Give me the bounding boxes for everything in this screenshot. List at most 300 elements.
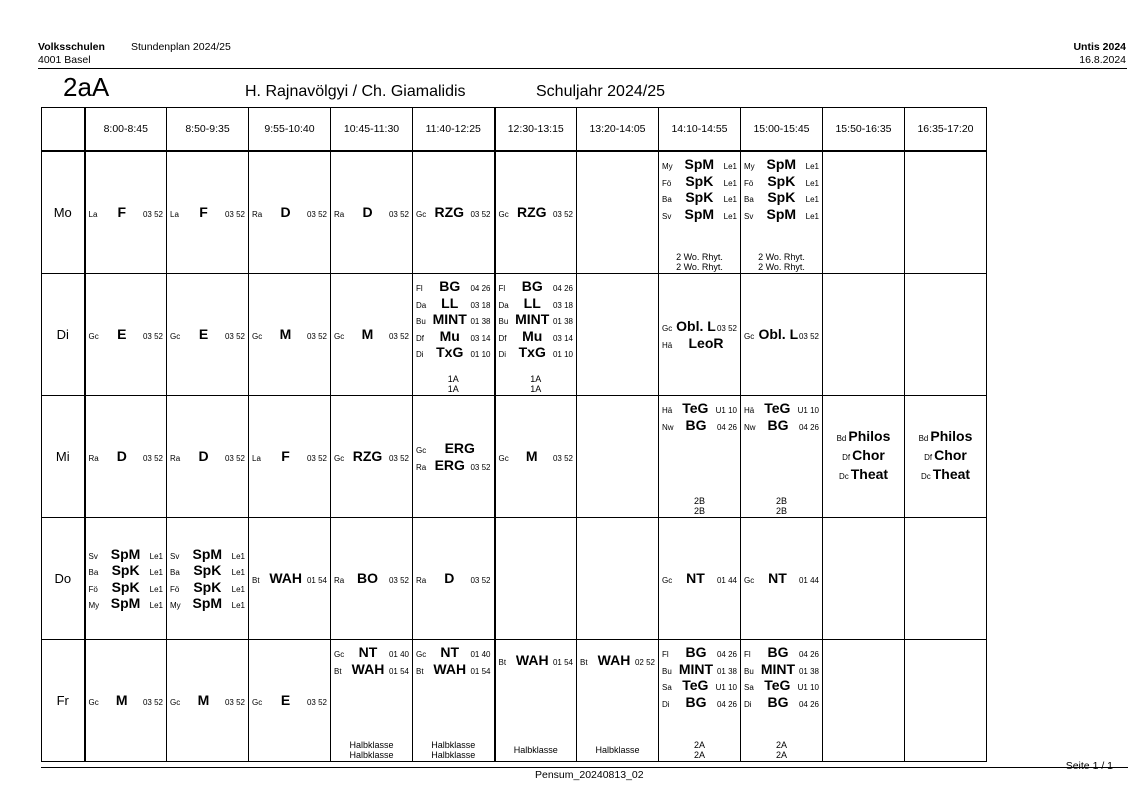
subject: TxG <box>518 344 546 360</box>
room-number: Le1 <box>723 178 737 188</box>
room-number: 04 26 <box>798 422 819 432</box>
note-line: 2A <box>775 740 787 750</box>
subject: LL <box>523 294 541 311</box>
lesson-entry <box>741 570 822 587</box>
lesson-entry <box>659 677 740 694</box>
lesson-entry <box>413 344 494 361</box>
note-line: 2 Wo. Rhyt. <box>676 262 723 272</box>
note-line: 1A <box>447 384 459 394</box>
lesson-cell <box>495 396 577 518</box>
teacher-code: Bt <box>580 658 588 667</box>
teacher-code: Bd <box>918 434 929 443</box>
teacher-code: Gc <box>662 576 673 586</box>
corner-cell <box>42 108 85 152</box>
teacher-code: Fö <box>744 178 754 188</box>
teacher-code: Hä <box>662 406 673 415</box>
lesson-entry <box>659 189 740 206</box>
lesson-cell <box>905 396 987 518</box>
document-title: Stundenplan 2024/25 <box>131 41 231 53</box>
teacher-code: Df <box>498 333 507 343</box>
lesson-entry <box>86 326 167 343</box>
class-name: 2aA <box>63 72 110 102</box>
period-header: 15:00-15:45 <box>741 108 823 152</box>
note-line: Halbklasse <box>595 745 640 755</box>
lesson-entry <box>659 335 740 352</box>
teacher-code: Gc <box>744 576 755 586</box>
room-number: 03 52 <box>552 454 573 464</box>
note-line: 2B <box>775 496 787 506</box>
lesson-entry <box>86 204 167 221</box>
subject: SpM <box>110 545 141 562</box>
subject: Theat <box>932 466 971 482</box>
subject: RZG <box>434 204 465 221</box>
subject: MINT <box>678 660 714 677</box>
lesson-entry <box>331 644 412 661</box>
lesson-cell <box>413 518 495 640</box>
room-number: 01 54 <box>306 576 327 586</box>
teacher-code: Ba <box>170 568 180 577</box>
room-number: 04 26 <box>552 284 573 293</box>
room-number: 03 52 <box>224 454 245 464</box>
lesson-entry <box>331 661 412 678</box>
subject: BG <box>767 693 789 710</box>
teacher-code: La <box>88 210 98 220</box>
room-number: 04 26 <box>716 650 737 659</box>
subject: SpM <box>766 205 797 222</box>
teacher-code: Df <box>416 333 424 343</box>
teacher-code: Gc <box>498 210 509 220</box>
teacher-code: Bu <box>416 317 426 326</box>
teacher-code: Gc <box>662 324 673 333</box>
subject: WAH <box>433 660 467 677</box>
lesson-cell <box>85 518 167 640</box>
room-number: 03 14 <box>552 333 573 343</box>
period-header: 8:50-9:35 <box>167 108 249 152</box>
cell-note <box>496 374 577 394</box>
lesson-cell <box>331 151 413 274</box>
note-line: 2A <box>693 750 705 760</box>
lesson-entry <box>413 311 494 328</box>
lesson-entry <box>167 579 248 596</box>
subject: WAH <box>351 660 385 677</box>
subject: SpK <box>111 562 140 578</box>
subject: Mu <box>522 327 543 344</box>
lesson-cell <box>495 274 577 396</box>
teacher-code: Di <box>662 699 670 709</box>
teacher-code: Fl <box>744 650 751 659</box>
room-number: Le1 <box>723 162 737 171</box>
teacher-code: Ra <box>88 454 99 464</box>
teacher-code: Bt <box>416 666 424 676</box>
subject: BG <box>685 416 707 433</box>
lesson-cell <box>495 640 577 762</box>
teacher-code: Gc <box>334 454 345 464</box>
lesson-entry <box>659 156 740 173</box>
lesson-cell <box>659 640 741 762</box>
room-number: 03 52 <box>388 332 409 342</box>
subject: BG <box>767 416 789 433</box>
lesson-cell <box>167 274 249 396</box>
lesson-entry <box>741 661 822 678</box>
lesson-entry <box>413 661 494 678</box>
subject: D <box>444 570 455 587</box>
day-row <box>42 640 987 762</box>
room-number: Le1 <box>231 568 245 577</box>
room-number: 03 52 <box>142 454 163 464</box>
lesson-cell <box>249 518 331 640</box>
room-number: Le1 <box>149 584 163 594</box>
lesson-entry <box>413 204 494 221</box>
teacher-code: Fl <box>662 650 669 659</box>
subject: SpM <box>684 205 715 222</box>
day-name: Fr <box>42 640 85 762</box>
period-header: 14:10-14:55 <box>659 108 741 152</box>
room-number: 01 38 <box>470 317 491 326</box>
lesson-entry <box>741 206 822 223</box>
note-line: 1A <box>447 374 459 384</box>
school-name: Volksschulen <box>38 41 105 53</box>
subject: SpM <box>192 595 223 611</box>
teacher-code: My <box>744 162 755 171</box>
lesson-entry <box>924 447 967 466</box>
room-number: Le1 <box>149 568 163 577</box>
room-number: 01 54 <box>552 658 573 667</box>
lesson-entry <box>496 278 577 295</box>
room-number: 03 52 <box>306 332 327 342</box>
lesson-cell <box>577 518 659 640</box>
subject: NT <box>358 644 378 660</box>
room-number: 03 52 <box>470 462 491 472</box>
lesson-cell <box>577 396 659 518</box>
room-number: 01 10 <box>552 350 573 359</box>
teacher-code: Gc <box>498 454 509 464</box>
subject: SpM <box>684 156 715 172</box>
subject: TxG <box>436 344 464 360</box>
lesson-entry <box>496 652 577 669</box>
subject: SpK <box>193 578 222 595</box>
note-line: 2B <box>775 506 787 516</box>
note-line: Halbklasse <box>431 750 476 760</box>
teacher-code: Gc <box>334 650 345 659</box>
teacher-code: Gc <box>252 698 263 708</box>
subject: MINT <box>515 311 550 327</box>
lesson-entry <box>741 326 822 343</box>
period-header: 12:30-13:15 <box>495 108 577 152</box>
teacher-code: Gc <box>252 332 263 342</box>
class-teachers: H. Rajnavölgyi / Ch. Giamalidis <box>245 83 466 100</box>
teacher-code: Hä <box>744 406 755 415</box>
note-line: 1A <box>530 374 542 384</box>
room-number: 03 18 <box>470 300 491 310</box>
teacher-code: Da <box>498 300 509 310</box>
lesson-entry <box>167 595 248 612</box>
teacher-code: Nw <box>744 422 756 432</box>
lesson-entry <box>167 326 248 343</box>
subject: NT <box>768 570 787 587</box>
subject: RZG <box>352 448 383 465</box>
subject: Philos <box>848 428 891 444</box>
lesson-entry <box>741 644 822 661</box>
lesson-entry <box>919 428 973 447</box>
subject: F <box>199 204 208 221</box>
note-line: 2A <box>775 750 787 760</box>
lesson-cell <box>741 151 823 274</box>
room-number: Le1 <box>149 551 163 561</box>
lesson-entry <box>413 328 494 345</box>
room-number: 01 44 <box>716 576 737 586</box>
lesson-entry <box>86 562 167 579</box>
school-year: Schuljahr 2024/25 <box>536 83 665 100</box>
subject: TeG <box>682 400 709 416</box>
teacher-code: Ra <box>416 462 427 472</box>
room-number: 03 52 <box>552 210 573 220</box>
subject: Obl. L <box>758 326 799 343</box>
teacher-code: Gc <box>170 332 181 342</box>
room-number: 03 52 <box>142 698 163 708</box>
room-number: 03 52 <box>142 332 163 342</box>
teacher-code: Sv <box>662 211 672 221</box>
subject: Obl. L <box>676 318 716 334</box>
subject: SpK <box>767 172 796 189</box>
room-number: 02 52 <box>634 658 655 667</box>
day-name: Do <box>42 518 85 640</box>
lesson-entry <box>921 466 970 485</box>
teacher-code: Hä <box>662 340 673 350</box>
lesson-entry <box>167 204 248 221</box>
room-number: Le1 <box>231 601 245 610</box>
note-line: 1A <box>530 384 542 394</box>
subject: WAH <box>515 652 549 668</box>
subject: SpM <box>766 156 797 172</box>
room-number: 04 26 <box>470 284 491 293</box>
room-number: Le1 <box>723 195 737 204</box>
subject: ERG <box>444 440 475 456</box>
lesson-entry <box>249 448 330 465</box>
lesson-cell <box>331 396 413 518</box>
note-line: 2 Wo. Rhyt. <box>758 262 805 272</box>
lesson-entry <box>659 570 740 587</box>
lesson-cell <box>741 518 823 640</box>
lesson-cell <box>413 640 495 762</box>
cell-note <box>741 740 822 760</box>
lesson-entry <box>86 546 167 563</box>
subject: Philos <box>930 428 973 444</box>
lesson-cell <box>905 274 987 396</box>
lesson-cell <box>659 274 741 396</box>
lesson-entry <box>577 652 658 669</box>
room-number: 03 52 <box>224 210 245 220</box>
lesson-entry <box>413 440 494 457</box>
subject: Chor <box>852 447 885 463</box>
lesson-cell <box>741 274 823 396</box>
teacher-code: Ra <box>334 576 345 586</box>
day-name: Mi <box>42 396 85 518</box>
subject: D <box>116 448 127 465</box>
room-number: Le1 <box>149 601 163 610</box>
teacher-code: Sv <box>170 551 180 561</box>
note-line: Halbklasse <box>513 745 558 755</box>
lesson-entry <box>839 466 888 485</box>
lesson-entry <box>741 694 822 711</box>
room-number: 03 14 <box>470 333 491 343</box>
subject: SpK <box>193 562 222 578</box>
subject: M <box>115 692 128 709</box>
teacher-code: Sv <box>88 551 98 561</box>
lesson-entry <box>741 677 822 694</box>
lesson-entry <box>496 448 577 465</box>
lesson-entry <box>842 447 885 466</box>
subject: M <box>197 692 210 709</box>
lesson-cell <box>413 396 495 518</box>
room-number: Le1 <box>805 162 819 171</box>
teacher-code: Di <box>416 350 424 359</box>
subject: LL <box>441 294 459 311</box>
subject: Chor <box>934 447 967 463</box>
lesson-cell <box>823 274 905 396</box>
cell-note <box>577 745 658 755</box>
teacher-code: Gc <box>416 650 427 659</box>
lesson-entry <box>331 448 412 465</box>
lesson-cell <box>167 396 249 518</box>
lesson-entry <box>659 206 740 223</box>
lesson-cell <box>577 640 659 762</box>
day-row <box>42 274 987 396</box>
subject: SpM <box>192 545 223 562</box>
lesson-entry <box>659 644 740 661</box>
teacher-code: Gc <box>744 332 755 342</box>
teacher-code: Ra <box>252 210 263 220</box>
room-number: 01 40 <box>388 650 409 659</box>
subject: M <box>361 326 374 343</box>
lesson-cell <box>331 274 413 396</box>
teacher-code: Di <box>498 350 507 359</box>
lesson-entry <box>413 644 494 661</box>
lesson-cell <box>331 518 413 640</box>
teacher-code: La <box>170 210 179 220</box>
period-header: 15:50-16:35 <box>823 108 905 152</box>
lesson-cell <box>905 518 987 640</box>
lesson-entry <box>86 595 167 612</box>
subject: SpK <box>685 172 714 189</box>
day-name: Di <box>42 274 85 396</box>
teacher-code: Ba <box>88 568 99 577</box>
room-number: 03 52 <box>388 576 409 586</box>
teacher-code: Bu <box>744 666 754 676</box>
subject: E <box>117 326 127 343</box>
note-line: 2 Wo. Rhyt. <box>758 252 805 262</box>
room-number: Le1 <box>231 584 245 594</box>
subject: SpK <box>767 189 796 205</box>
subject: SpK <box>685 189 714 205</box>
room-number: 04 26 <box>798 650 819 659</box>
teacher-code: Ra <box>416 576 427 586</box>
lesson-entry <box>659 661 740 678</box>
lesson-cell <box>823 396 905 518</box>
period-header: 9:55-10:40 <box>249 108 331 152</box>
lesson-entry <box>167 562 248 579</box>
lesson-entry <box>331 326 412 343</box>
teacher-code: My <box>662 162 673 171</box>
lesson-entry <box>496 311 577 328</box>
lesson-entry <box>659 694 740 711</box>
teacher-code: Fl <box>498 284 506 293</box>
lesson-entry <box>167 692 248 709</box>
timetable <box>41 107 987 762</box>
teacher-code: Df <box>842 453 851 462</box>
teacher-code: Bt <box>498 658 507 667</box>
teacher-code: My <box>170 601 181 610</box>
lesson-cell <box>659 518 741 640</box>
cell-note <box>496 745 577 755</box>
room-number: 04 26 <box>716 422 737 432</box>
room-number: 01 54 <box>470 666 491 676</box>
timetable-header-row <box>42 108 987 152</box>
subject: D <box>280 204 291 221</box>
day-name: Mo <box>42 151 85 274</box>
lesson-entry <box>331 204 412 221</box>
note-line: Halbklasse <box>349 740 394 750</box>
teacher-code: Gc <box>88 698 99 708</box>
teacher-code: Ra <box>334 210 345 220</box>
teacher-code: Dc <box>920 472 931 481</box>
lesson-entry <box>741 417 822 434</box>
lesson-cell <box>741 640 823 762</box>
lesson-entry <box>741 189 822 206</box>
lesson-entry <box>496 204 577 221</box>
subject: ERG <box>434 456 465 473</box>
period-header: 10:45-11:30 <box>331 108 413 152</box>
lesson-entry <box>659 318 740 335</box>
lesson-cell <box>413 151 495 274</box>
lesson-entry <box>249 326 330 343</box>
day-row <box>42 396 987 518</box>
room-number: 03 52 <box>716 324 737 333</box>
subject: Mu <box>439 327 460 344</box>
lesson-cell <box>659 396 741 518</box>
subject: SpM <box>110 595 141 611</box>
lesson-cell <box>331 640 413 762</box>
room-number: 03 52 <box>306 210 327 220</box>
note-line: 2A <box>693 740 705 750</box>
subject: TeG <box>682 677 709 693</box>
header-rule <box>38 68 1127 69</box>
lesson-entry <box>249 570 330 587</box>
subject: MINT <box>760 660 796 677</box>
subject: BO <box>357 570 378 587</box>
cell-note <box>741 496 822 516</box>
lesson-cell <box>167 640 249 762</box>
lesson-entry <box>413 278 494 295</box>
cell-note <box>741 252 822 272</box>
subject: M <box>525 448 538 465</box>
teacher-code: Da <box>416 300 427 310</box>
note-line: Halbklasse <box>431 740 476 750</box>
teacher-code: Fl <box>416 284 423 293</box>
lesson-cell <box>249 274 331 396</box>
subject: RZG <box>516 204 547 221</box>
cell-note <box>413 740 494 760</box>
teacher-code: Bt <box>252 576 260 586</box>
cell-note <box>659 252 740 272</box>
room-number: 03 18 <box>552 300 573 310</box>
lesson-cell <box>249 396 331 518</box>
subject: D <box>362 204 373 221</box>
subject: M <box>279 326 292 343</box>
lesson-entry <box>659 400 740 417</box>
room-number: Le1 <box>231 551 245 561</box>
teacher-code: Gc <box>88 332 99 342</box>
day-row <box>42 518 987 640</box>
